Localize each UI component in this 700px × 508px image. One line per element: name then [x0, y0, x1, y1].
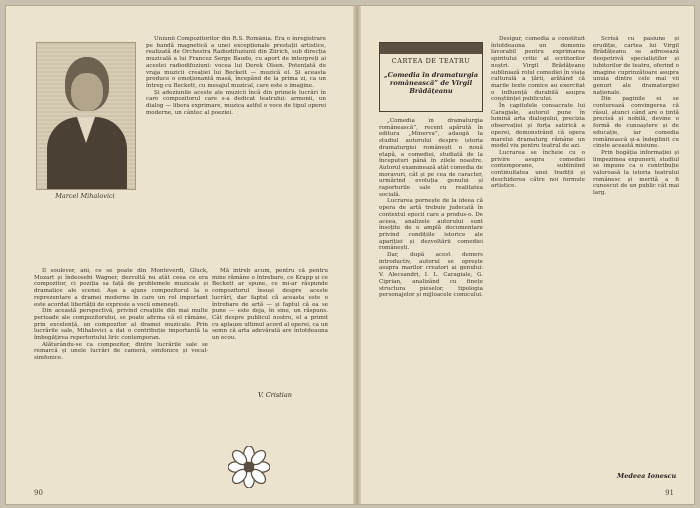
paragraph: Din paginile ei se conturează convingerea că râsul, atunci când are o țintă precisă și nobilă, devine o formă de cunoaștere și de educație, iar comedia românească și-a îndeplinit cu cinste această misiune.: [593, 96, 679, 150]
paragraph: Mă întreb acum, pentru că pentru mine rămâne o întrebare, ce Krapp și ce Beckett ar spune, ce mi-ar răspunde compozitorul însuși despre aceste lucrări, dar faptul că aceasta este o întrebare de artă — și faptul că ea se pune — este deja, în sine, un răspuns. Cât despre publicul nostru, el a primit cu aplauze ultimul acord al operei, ca un semn că arta adevărată are întotdeauna un ecou.: [212, 268, 328, 342]
rubric-box: [379, 42, 483, 112]
left-text-column-bottom-b: [212, 268, 328, 446]
paragraph: Desigur, comedia a constituit întotdeauna un domeniu favorabil pentru exprimarea spiritului critic al scriitorilor noștri. Virgil Brădățeanu subliniază rolul comediei în viața culturală a țării, arătând că marile texte comice au exercitat o influență durabilă asupra conștiinței publicului.: [491, 36, 585, 103]
author-signature: V. Cristian: [258, 391, 292, 399]
paragraph: În capitolele consacrate lui Caragiale, autorul pune în lumină arta dialogului, precizia observației și forța satirică a operei, demonstrând că opera marelui dramaturg rămâne un model viu pentru teatrul de azi.: [491, 103, 585, 150]
left-page: [6, 6, 353, 504]
paragraph: Il soulever, ani, ce se poate din Monteverdi, Gluck, Mozart și îndeosebi Wagner, dezvoltă nu atât ceea ce era compozitor, ci poziția sa față de problemele muzicale și dramatice ale scenei. Așa a ajuns compozitorul la o reprezentare a dramei moderne în care un rol important este acordat libertății de expresie a vocii omenești.: [34, 268, 208, 308]
author-signature: Medeea Ionescu: [617, 472, 677, 480]
paragraph: Și adeziunile aceste ale muzicii încă din primele lucrări în care compozitorul care s-a dedicat teatrului: armonii, un dialog — libera exprimare, muzica astfel o voce de tipul operei moderne, un cântec al poeziei.: [146, 89, 326, 116]
left-text-column-bottom-a: [34, 268, 208, 486]
article-title: „Comedia în dramaturgia românească” de Virgil Brădățeanu: [383, 71, 479, 95]
right-page: [361, 6, 694, 504]
paragraph: „Comedia în dramaturgia românească”, recent apărută în editura „Minerva”, adaugă la studiul autorului despre istoria dramaturgiei românești o nouă etapă, a comediei, studiată de la începuturi până în zilele noastre. Autorul examinează atât comedia de moravuri, cât și pe cea de caracter, urmărind evoluția genului și raporturile sale cu realitatea socială.: [379, 118, 483, 198]
right-text-column-2: [491, 36, 585, 492]
right-text-column-1: [379, 118, 483, 490]
rubric-label: CARTEA DE TEATRU: [391, 57, 471, 65]
paragraph: Lucrarea se încheie cu o privire asupra comediei contemporane, subliniind continuitatea unei tradiții și deschiderea către noi formule artistice.: [491, 149, 585, 190]
page-number-left: 90: [34, 489, 43, 497]
paragraph: Lucrarea pornește de la ideea că opera de artă trebuie judecată în contextul epocii care a produs-o. De aceea, analizele autorului sunt însoțite de o amplă documentare privind condițiile istorice ale apariției și dezvoltării comediei românești.: [379, 198, 483, 252]
photo-caption: Marcel Mihalovici: [55, 192, 115, 200]
paragraph: Dar, după acest demers introductiv, autorul se oprește asupra marilor creatori ai genului: V. Alecsandri, I. L. Caragiale, G. Ciprian, analizând cu finețe structura pieselor, tipologia personajelor și mijloacele comicului.: [379, 252, 483, 299]
paragraph: Din această perspectivă, privind creațiile din mai multe perioade ale compozitorului, se poate afirma că el rămâne, prin excelență, un compozitor al dramei muzicale. Prin lucrările sale, Mihalovici a dat o contribuție importantă la îmbogățirea repertoriului liric contemporan.: [34, 308, 208, 342]
right-text-column-3: [593, 36, 679, 466]
paragraph: Uniunii Compozitorilor din R.S. România. Era o înregistrare pe bandă magnetică a unei excepționale prestații artistice, realizată de Orchestra Radiodifuziunii din Zürich, sub direcția muzicală a lui Francez Serge Baudo, cu aport de interpreți ai acestei radiodifuziuni: vocea lui Derek Olsen. Potențată de vraja muzicii creației lui Beckett — muzică el. Și aceasta produce o emoționantă masă, începând de la prima zi, ca un întreg cu Beckett, cu mesajul muzical, care este o imagine.: [146, 36, 326, 89]
book-gutter: [353, 6, 361, 504]
left-text-column-top: [146, 36, 326, 264]
paragraph: Scrisă cu pasiune și erudiție, cartea lui Virgil Brădățeanu se adresează deopotrivă specialiștilor și iubitorilor de teatru, oferind o imagine cuprinzătoare asupra unuia dintre cele mai vii genuri ale dramaturgiei naționale.: [593, 36, 679, 96]
page-number-right: 91: [665, 489, 674, 497]
flower-ornament-icon: [228, 446, 270, 488]
portrait-photo: [36, 42, 136, 190]
book-spread: [6, 6, 694, 504]
paragraph: Prin bogăția informației și limpezimea expunerii, studiul se impune ca o contribuție valoroasă la istoria teatrului românesc și merită a fi cunoscut de un public cât mai larg.: [593, 149, 679, 197]
paragraph: Alăturându-se ca compozitor, dintre lucrările sale se remarcă și unele lucrări de cameră, simfonice și vocal-simfonice.: [34, 341, 208, 362]
